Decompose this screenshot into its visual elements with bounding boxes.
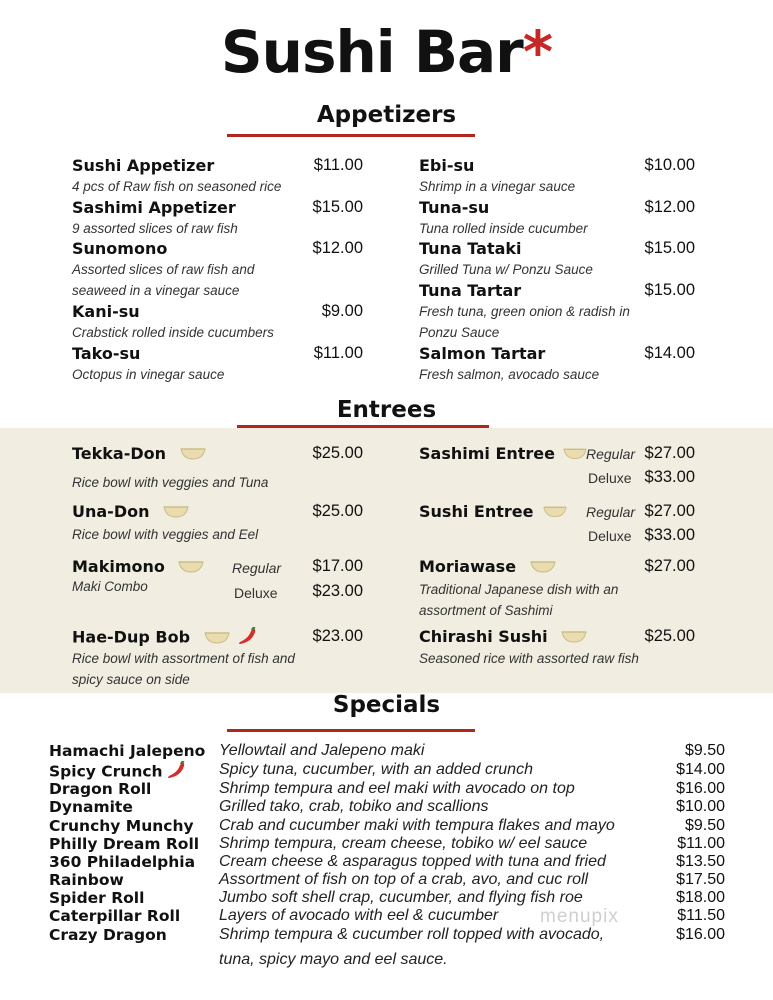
section-divider — [227, 729, 475, 732]
menu-item-desc: Crabstick rolled inside cucumbers — [72, 325, 274, 340]
menu-item-price: $15.00 — [644, 281, 695, 299]
rice-bowl-icon — [204, 629, 230, 648]
special-desc: Yellowtail and Jalepeno maki — [219, 742, 425, 759]
item-label: Tekka-Don — [72, 444, 167, 463]
menu-item-price: $9.00 — [321, 302, 363, 320]
item-label: Chirashi Sushi — [419, 627, 548, 646]
rice-bowl-icon — [530, 558, 556, 577]
menu-item-price: $27.00 — [644, 557, 695, 575]
menu-item-name — [72, 444, 206, 464]
item-label: Sashimi Entree — [419, 444, 556, 463]
menu-item-desc: Rice bowl with assortment of fish and spicy sauce on side — [72, 651, 295, 687]
menu-item-name — [72, 557, 204, 577]
menu-item-name — [419, 557, 556, 577]
special-desc: Shrimp tempura & cucumber roll topped with avocado, — [219, 926, 605, 943]
menu-item-price-deluxe: $23.00 — [312, 582, 363, 600]
menu-item-price-regular: $27.00 — [644, 502, 695, 520]
size-label-deluxe: Deluxe — [588, 528, 632, 544]
section-divider — [227, 134, 475, 137]
special-price: $9.50 — [684, 742, 725, 759]
menu-item-desc: Fresh salmon, avocado sauce — [419, 367, 600, 382]
menu-item-name: Salmon Tartar — [419, 344, 546, 363]
title-star: * — [522, 18, 553, 86]
size-label-regular: Regular — [232, 560, 282, 576]
rice-bowl-icon — [163, 503, 189, 522]
special-price: $13.50 — [676, 853, 725, 870]
special-desc: Spicy tuna, cucumber, with an added crunch — [219, 761, 533, 778]
special-desc: Shrimp tempura, cream cheese, tobiko w/ eel sauce — [219, 835, 588, 852]
menu-item-desc: Octopus in vinegar sauce — [72, 367, 225, 382]
rice-bowl-icon — [180, 445, 206, 464]
menu-item-desc: Seasoned rice with assorted raw fish — [419, 651, 639, 666]
menu-item-desc: Traditional Japanese dish with an assortment of Sashimi — [419, 582, 619, 618]
menu-item-name: Sushi Appetizer — [72, 156, 215, 175]
menu-item-name — [72, 502, 189, 522]
menu-item-price: $10.00 — [644, 156, 695, 174]
menu-item-price: $11.00 — [313, 156, 363, 174]
menu-item-price-regular: $17.00 — [312, 557, 363, 575]
special-price: $9.50 — [684, 817, 725, 834]
menu-item-price: $25.00 — [312, 502, 363, 520]
section-heading-appetizers: Appetizers — [316, 102, 457, 128]
special-price: $11.50 — [677, 907, 725, 924]
special-name: Dynamite — [49, 798, 133, 816]
special-name: Rainbow — [49, 871, 124, 889]
menu-item-desc: Fresh tuna, green onion & radish in Ponzu Sauce — [419, 304, 630, 340]
special-desc: Layers of avocado with eel & cucumber — [219, 907, 499, 924]
item-label: Hae-Dup Bob — [72, 627, 191, 647]
menu-item-desc: Grilled Tuna w/ Ponzu Sauce — [419, 262, 593, 277]
item-label: Moriawase — [419, 557, 517, 576]
menu-item-price-deluxe: $33.00 — [644, 526, 695, 544]
menu-item-name: Sunomono — [72, 239, 168, 258]
special-desc: Assortment of fish on top of a crab, avo, and cuc roll — [219, 871, 589, 888]
menu-title — [0, 18, 773, 86]
item-label: Una-Don — [72, 502, 150, 521]
special-price: $14.00 — [676, 761, 725, 778]
special-name: 360 Philadelphia — [49, 853, 196, 871]
special-name: Crunchy Munchy — [49, 817, 194, 835]
menu-item-name: Ebi-su — [419, 156, 475, 175]
size-label-deluxe: Deluxe — [588, 470, 632, 486]
section-heading-specials: Specials — [332, 692, 441, 718]
menu-item-desc: 9 assorted slices of raw fish — [72, 221, 238, 236]
title-text: Sushi Bar — [220, 18, 523, 86]
menu-item-name — [419, 627, 587, 647]
special-name: Caterpillar Roll — [49, 907, 181, 925]
section-heading-entrees: Entrees — [336, 397, 437, 423]
item-label: Sushi Entree — [419, 502, 534, 521]
rice-bowl-icon — [563, 445, 587, 464]
size-label-deluxe: Deluxe — [234, 585, 278, 601]
special-name: Philly Dream Roll — [49, 835, 200, 853]
menu-item-desc: Shrimp in a vinegar sauce — [419, 179, 576, 194]
menu-item-name — [419, 502, 567, 522]
size-label-regular: Regular — [586, 446, 636, 462]
special-price: $16.00 — [676, 780, 725, 797]
special-desc: Jumbo soft shell crap, cucumber, and flying fish roe — [219, 889, 583, 906]
menu-item-desc: Assorted slices of raw fish and seaweed in a vinegar sauce — [72, 262, 255, 298]
menu-item-name: Kani-su — [72, 302, 140, 321]
menu-item-price: $23.00 — [312, 627, 363, 645]
special-price: $16.00 — [676, 926, 725, 943]
menu-item-price: $14.00 — [644, 344, 695, 362]
menu-item-desc: Maki Combo — [72, 579, 148, 594]
special-price: $10.00 — [676, 798, 725, 815]
special-name: Dragon Roll — [49, 780, 152, 798]
special-desc: Crab and cucumber maki with tempura flakes and mayo — [219, 817, 615, 834]
menu-item-name — [419, 444, 587, 464]
special-name: Hamachi Jalepeno — [49, 742, 206, 760]
menu-item-price: $11.00 — [313, 344, 363, 362]
menu-item-price: $15.00 — [644, 239, 695, 257]
special-desc: Grilled tako, crab, tobiko and scallions — [219, 798, 489, 815]
size-label-regular: Regular — [586, 504, 636, 520]
special-price: $11.00 — [677, 835, 725, 852]
menu-item-price: $25.00 — [312, 444, 363, 462]
chili-pepper-icon — [237, 627, 257, 649]
menu-item-price: $12.00 — [644, 198, 695, 216]
special-name: Spider Roll — [49, 889, 145, 907]
menu-item-price: $25.00 — [644, 627, 695, 645]
menu-item-price: $15.00 — [312, 198, 363, 216]
menu-item-price-regular: $27.00 — [644, 444, 695, 462]
item-label: Spicy Crunch — [49, 762, 163, 781]
special-desc-continued: tuna, spicy mayo and eel sauce. — [219, 951, 448, 968]
item-label: Makimono — [72, 557, 165, 576]
special-desc: Cream cheese & asparagus topped with tuna and fried — [219, 853, 606, 870]
menu-item-name: Sashimi Appetizer — [72, 198, 236, 217]
menu-item-name: Tako-su — [72, 344, 141, 363]
menu-item-name: Tuna Tataki — [419, 239, 522, 258]
special-price: $18.00 — [676, 889, 725, 906]
rice-bowl-icon — [543, 503, 567, 522]
special-name: Crazy Dragon — [49, 926, 167, 944]
rice-bowl-icon — [561, 628, 587, 647]
special-desc: Shrimp tempura and eel maki with avocado on top — [219, 780, 575, 797]
rice-bowl-icon — [178, 558, 204, 577]
chili-pepper-icon — [165, 761, 187, 783]
menu-item-price-deluxe: $33.00 — [644, 468, 695, 486]
menu-item-name: Tuna Tartar — [419, 281, 522, 300]
menu-item-price: $12.00 — [312, 239, 363, 257]
menu-item-desc: Tuna rolled inside cucumber — [419, 221, 588, 236]
special-price: $17.50 — [676, 871, 725, 888]
menu-item-name: Tuna-su — [419, 198, 490, 217]
menu-item-desc: 4 pcs of Raw fish on seasoned rice — [72, 179, 282, 194]
menu-item-name — [72, 627, 257, 649]
menu-item-desc: Rice bowl with veggies and Tuna — [72, 475, 269, 490]
watermark: menupix — [540, 906, 619, 927]
menu-item-desc: Rice bowl with veggies and Eel — [72, 527, 259, 542]
